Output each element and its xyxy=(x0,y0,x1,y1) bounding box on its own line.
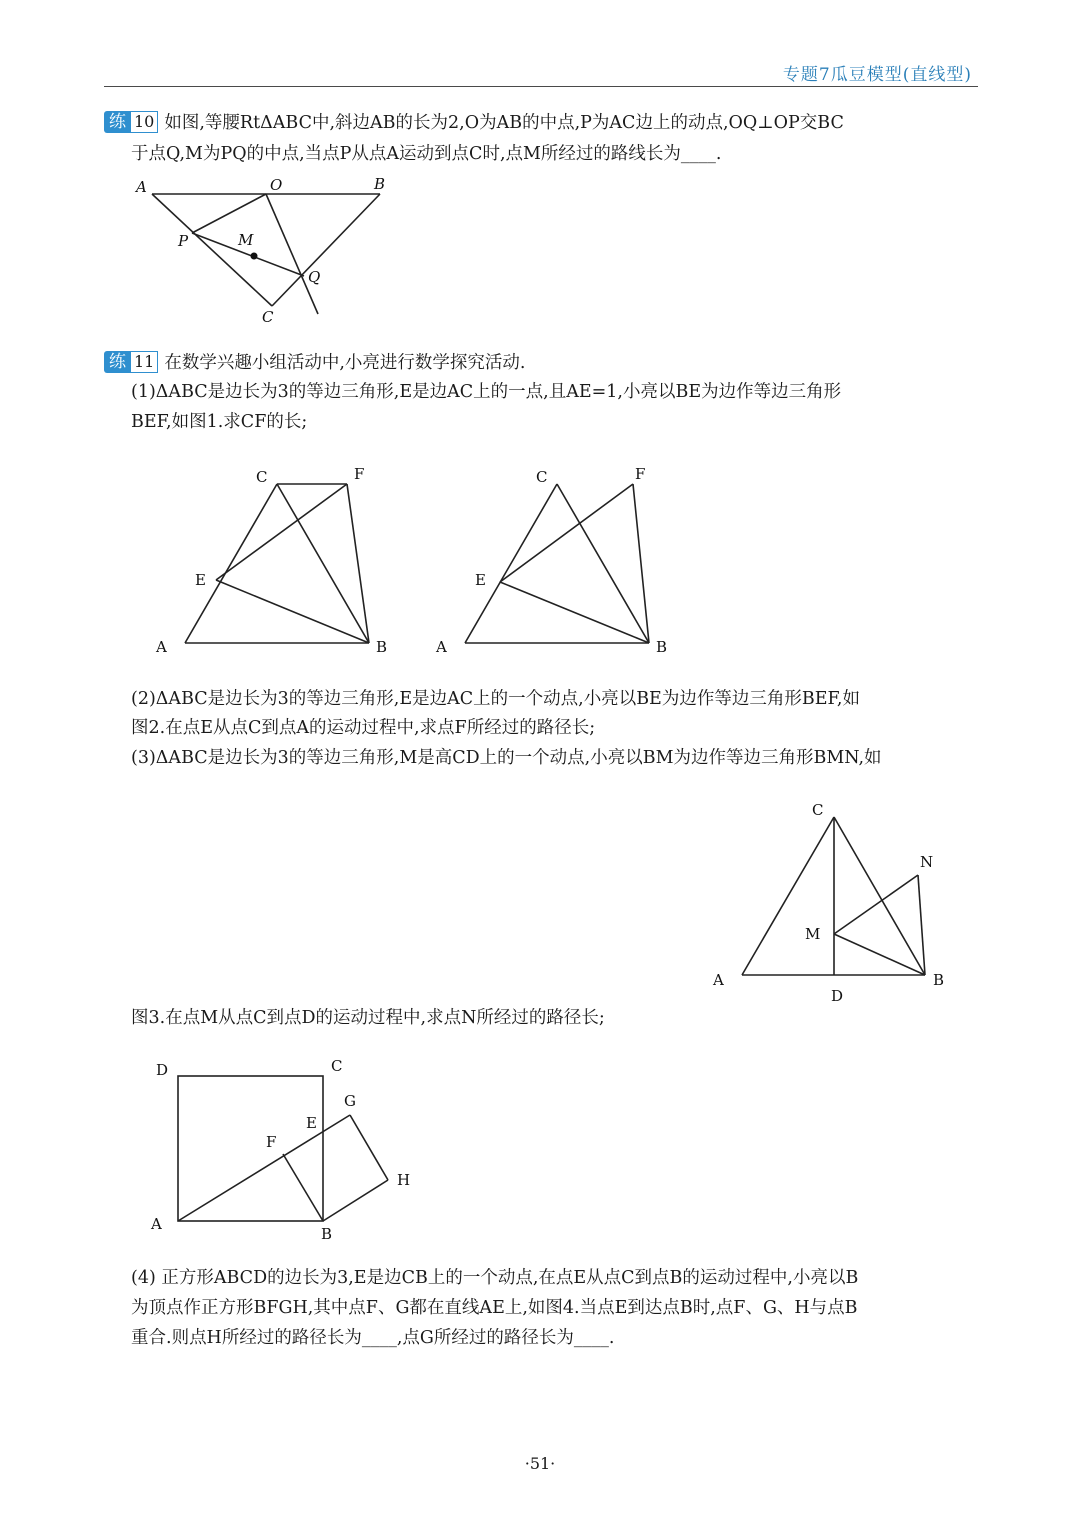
exercise-number: 10 xyxy=(130,111,158,133)
header-rule xyxy=(104,86,978,87)
label-E: E xyxy=(306,1114,317,1132)
label-F: F xyxy=(635,465,646,483)
exercise-10-line-2: 于点Q,M为PQ的中点,当点P从点A运动到点C时,点M所经过的路线长为____. xyxy=(131,144,722,164)
label-B: B xyxy=(321,1225,333,1243)
segment-AC xyxy=(152,194,272,306)
label-M: M xyxy=(238,231,254,249)
exercise-10-line-1 xyxy=(104,108,844,138)
part-4-line-b: 为顶点作正方形BFGH,其中点F、G都在直线AE上,如图4.当点E到达点B时,点F、G、H与点B xyxy=(131,1298,858,1318)
point-M xyxy=(251,253,258,260)
segment-OP xyxy=(192,194,266,233)
exercise-number: 11 xyxy=(130,351,158,373)
label-M: M xyxy=(805,925,821,943)
label-G: G xyxy=(344,1092,356,1110)
label-C: C xyxy=(812,801,824,819)
label-E: E xyxy=(475,571,486,589)
header-title: 专题7瓜豆模型(直线型) xyxy=(782,65,972,85)
page-number: ·51· xyxy=(524,1454,556,1473)
part-4-line-a: (4) 正方形ABCD的边长为3,E是边CB上的一个动点,在点E从点C到点B的运动过程中,小亮以B xyxy=(131,1268,859,1288)
part-2-line-a: (2)ΔABC是边长为3的等边三角形,E是边AC上的一个动点,小亮以BE为边作等边三角形BEF,如 xyxy=(131,689,860,709)
segment-BC xyxy=(272,194,380,306)
label-A: A xyxy=(151,1215,162,1233)
exercise-badge: 练 xyxy=(104,111,130,133)
part-2-line-b: 图2.在点E从点C到点A的运动过程中,求点F所经过的路径长; xyxy=(131,718,596,738)
exercise-11-line-intro xyxy=(104,348,525,378)
figure-ex10 xyxy=(130,170,400,330)
figure-4 xyxy=(140,1052,420,1247)
label-F: F xyxy=(266,1133,277,1151)
label-B: B xyxy=(374,175,386,193)
label-B: B xyxy=(656,638,668,656)
label-B: B xyxy=(933,971,945,989)
label-H: H xyxy=(397,1171,411,1189)
label-D: D xyxy=(831,987,844,1005)
label-O: O xyxy=(270,176,283,194)
label-Q: Q xyxy=(308,268,321,286)
label-F: F xyxy=(354,465,365,483)
part-4-line-c: 重合.则点H所经过的路径长为____,点G所经过的路径长为____. xyxy=(131,1328,615,1348)
figure-1 xyxy=(150,460,400,660)
label-A: A xyxy=(136,178,147,196)
label-C: C xyxy=(256,468,268,486)
label-C: C xyxy=(262,308,274,326)
label-A: A xyxy=(436,638,447,656)
figure-2 xyxy=(430,460,680,660)
exercise-badge: 练 xyxy=(104,351,130,373)
exercise-10-text-1: 如图,等腰RtΔABC中,斜边AB的长为2,O为AB的中点,P为AC边上的动点,OQ⊥OP交BC xyxy=(164,113,844,133)
label-C: C xyxy=(331,1057,343,1075)
label-N: N xyxy=(920,853,934,871)
label-A: A xyxy=(713,971,724,989)
segment-OQ xyxy=(266,194,321,314)
label-E: E xyxy=(195,571,206,589)
part-1-line-a: (1)ΔABC是边长为3的等边三角形,E是边AC上的一点,且AE=1,小亮以BE为边作等边三角形 xyxy=(131,382,842,402)
part-3-line-a: (3)ΔABC是边长为3的等边三角形,M是高CD上的一个动点,小亮以BM为边作等边三角形BMN,如 xyxy=(131,748,882,768)
label-B: B xyxy=(376,638,388,656)
label-A: A xyxy=(156,638,167,656)
figure-3 xyxy=(700,795,960,1005)
part-1-line-b: BEF,如图1.求CF的长; xyxy=(131,412,308,432)
label-C: C xyxy=(536,468,548,486)
exercise-11-intro: 在数学兴趣小组活动中,小亮进行数学探究活动. xyxy=(164,353,526,373)
part-3-line-b: 图3.在点M从点C到点D的运动过程中,求点N所经过的路径长; xyxy=(131,1008,605,1028)
label-P: P xyxy=(178,232,189,250)
label-D: D xyxy=(156,1061,169,1079)
